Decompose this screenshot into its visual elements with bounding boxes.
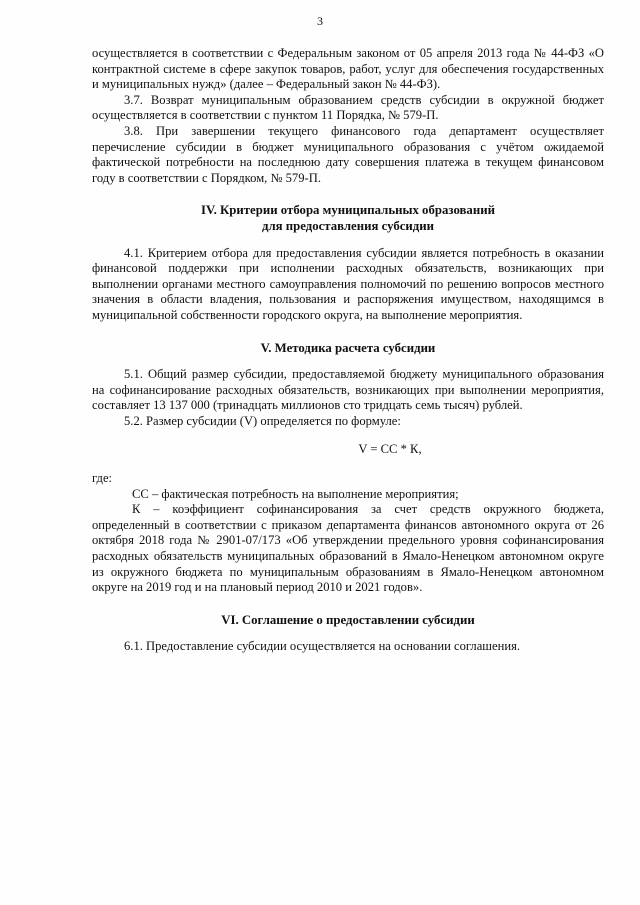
- section-4-heading-line2: для предоставления субсидии: [261, 218, 435, 233]
- where-label: где:: [92, 471, 113, 486]
- paragraph-6-1: 6.1. Предоставление субсидии осуществляется на основании соглашения.: [124, 639, 521, 654]
- paragraph-3-8: 3.8. При завершении текущего финансового года департамент осуществляет перечисление субсидии в бюджет муниципального образования с учётом ожидаемой фактической потребности на последнюю дату совершения платежа в текущем финансовом году в соответствии с Порядком, № 579-П.: [92, 123, 604, 185]
- section-5-heading: V. Методика расчета субсидии: [260, 340, 436, 355]
- definition-k: К – коэффициент софинансирования за счет средств окружного бюджета, определенный в соответствии с приказом департамента финансов автономного округа от 26 октября 2018 года № 2901-07/173 «Об утверждении предельного уровня софинансирования расходных обязательств муниципальных образований в Ямало-Ненецком автономном округе из окружного бюджета по муниципальным образованиям в Ямало-Ненецком автономном округе на 2019 год и на плановый период 2010 и 2021 годов».: [92, 502, 604, 595]
- subsidy-formula: V = СС * К,: [358, 442, 422, 457]
- paragraph-5-1: 5.1. Общий размер субсидии, предоставляемой бюджету муниципального образования на софинансирование расходных обязательств, возникающих при выполнении мероприятия, составляет 13 137 000 (тринадцать миллионов сто тридцать семь тысяч) рублей.: [92, 367, 604, 413]
- section-4-heading: [92, 203, 604, 234]
- document-body: [92, 46, 604, 655]
- paragraph-3-7: 3.7. Возврат муниципальным образованием средств субсидии в окружной бюджет осуществляется в соответствии с пунктом 11 Порядка, № 579-П.: [92, 92, 604, 123]
- paragraph-5-2: 5.2. Размер субсидии (V) определяется по формуле:: [124, 413, 401, 428]
- section-6-heading: VI. Соглашение о предоставлении субсидии: [221, 612, 475, 627]
- paragraph-4-1: 4.1. Критерием отбора для предоставления субсидии является потребность в оказании финансовой поддержки при исполнении расходных обязательств, возникающих при выполнении органами местного самоуправления полномочий по решению вопросов местного значения в области владения, пользования и распоряжения имуществом, находящимся в муниципальной собственности городского округа, на выполнение мероприятия.: [92, 245, 604, 322]
- page-number: 3: [317, 14, 323, 28]
- section-4-heading-line1: IV. Критерии отбора муниципальных образований: [201, 203, 495, 218]
- definition-cc: СС – фактическая потребность на выполнение мероприятия;: [132, 486, 459, 501]
- paragraph-3-6-continuation: осуществляется в соответствии с Федеральным законом от 05 апреля 2013 года № 44-ФЗ «О контрактной системе в сфере закупок товаров, работ, услуг для обеспечения государственных и муниципальных нужд» (далее – Федеральный закон № 44-ФЗ).: [92, 46, 604, 92]
